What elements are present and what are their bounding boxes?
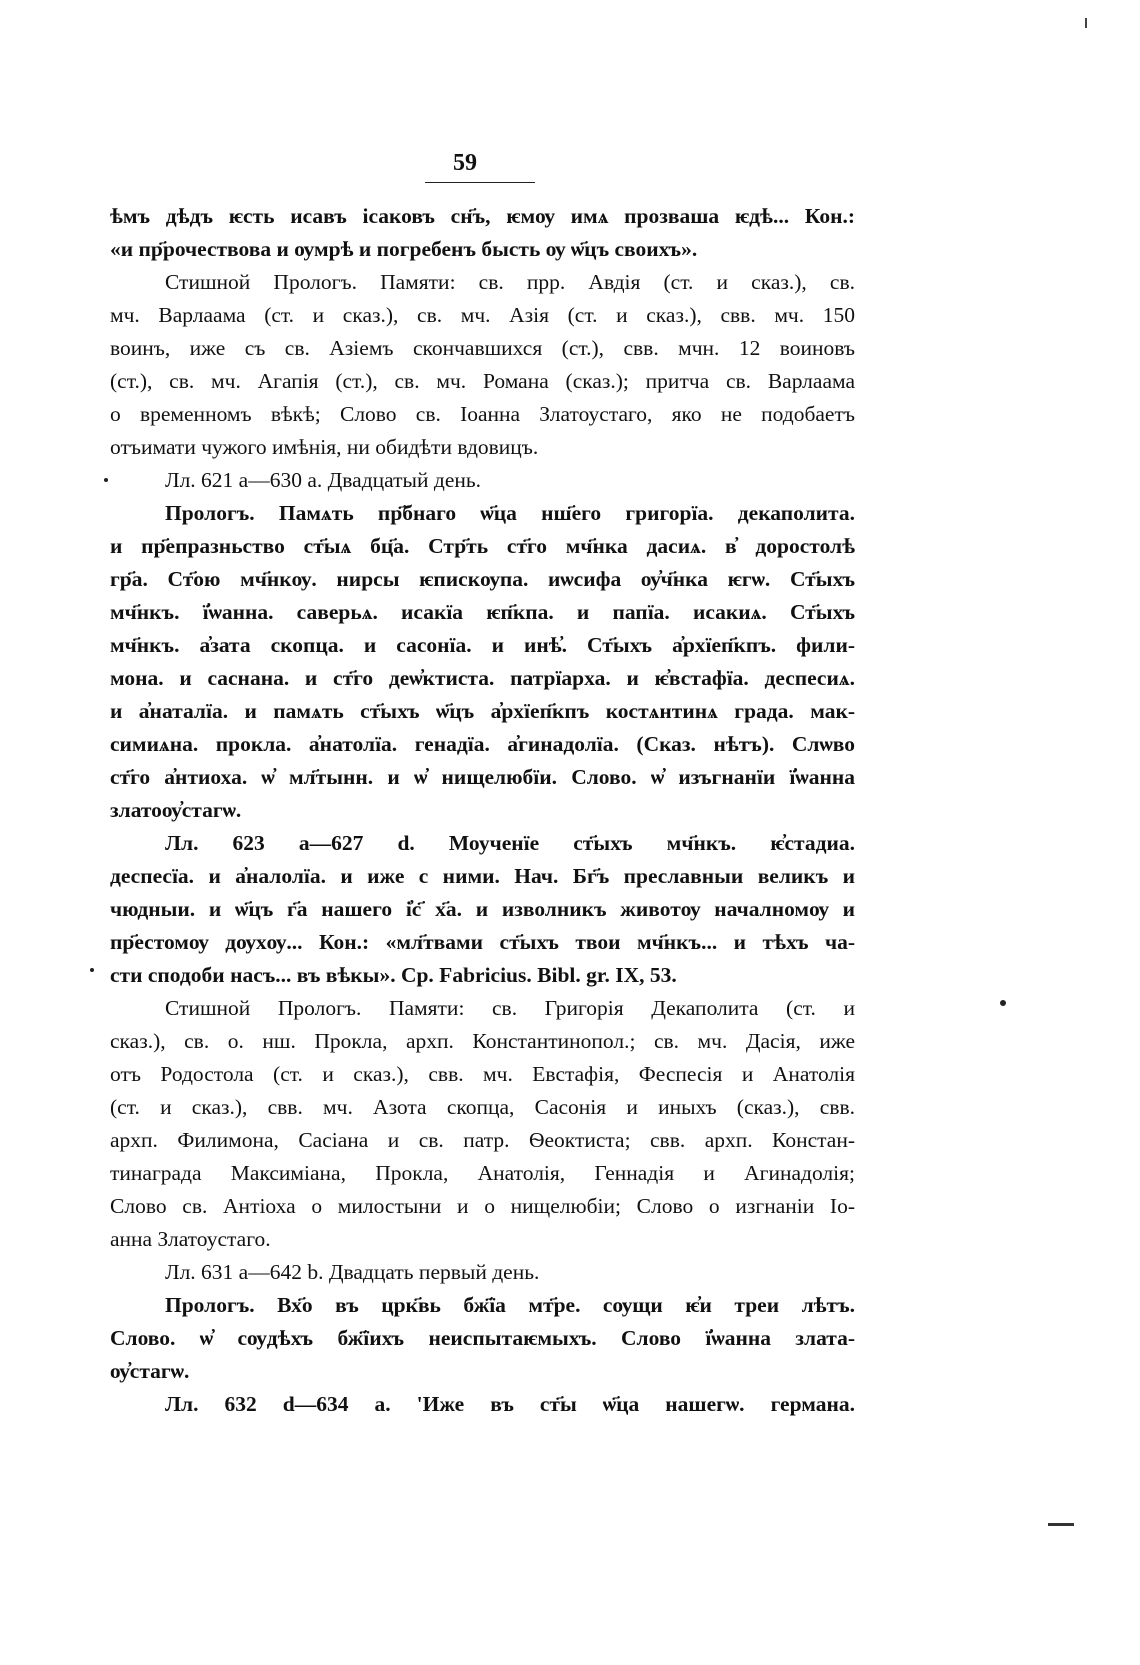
text-line: сказ.), св. о. нш. Прокла, архп. Константинопол.; св. мч. Дасія, иже xyxy=(110,1029,855,1053)
scan-speck xyxy=(90,968,94,972)
text-line: Лл. 632 d—634 а. 'Иже въ ст҃ы ѡ҃ца нашегѡ. германа. xyxy=(165,1392,855,1416)
text-line: Лл. 631 а—642 b. Двадцать первый день. xyxy=(165,1260,540,1284)
text-line: мч҃нкъ. а҆зата скопца. и сасонїа. и инѣ҆. Ст҃ыхъ а҆рхїеп҃кпъ. фили- xyxy=(110,633,855,657)
text-line: ст҃го а҆нтиоха. ѡ҆ мл҃тынн. и ѡ҆ нищелюбїи. Слово. ѡ҆ изъгнанїи ї҆ѡанна xyxy=(110,765,855,789)
text-line: отъ Родостола (ст. и сказ.), свв. мч. Евстафія, Феспесія и Анатолія xyxy=(110,1062,855,1086)
text-line: Стишной Прологъ. Памяти: св. прр. Авдія (ст. и сказ.), св. xyxy=(165,270,855,294)
text-line: Прологъ. Памѧть пр҃бнаго ѡ҃ца нш҃его григорїа. декаполита. xyxy=(165,501,855,525)
text-line: отъимати чужого имѣнія, ни обидѣти вдовицъ. xyxy=(110,435,539,459)
text-line: пр҃естомѹ дѹхѹ... Кон.: «мл҃твами ст҃ыхъ твои мч҃нкъ... и тѣхъ ча- xyxy=(110,930,855,954)
text-line: гр҃а. Ст҃ою мч҃нкѹ. нирсы ѥпискѹпа. иѡсифа ѹ҆ч҃нка ѥгѡ. Ст҃ыхъ xyxy=(110,567,855,591)
scan-speck xyxy=(104,478,108,482)
text-line: Лл. 623 а—627 d. Моученїе ст҃ыхъ мч҃нкъ. ѥ҆стадиа. xyxy=(165,831,855,855)
text-line: ѣмъ дѣдъ ѥсть исавъ ісаковъ сн҃ъ, ѥмѹ имѧ прозваша ѥдѣ... Кон.: xyxy=(110,204,855,228)
text-line: (ст. и сказ.), свв. мч. Азота скопца, Сасонія и иныхъ (сказ.), свв. xyxy=(110,1095,855,1119)
scan-mark xyxy=(1048,1523,1074,1526)
text-line: Слово св. Антіоха о милостыни и о нищелюбіи; Слово о изгнаніи Іо- xyxy=(110,1194,855,1218)
text-line: сти сподоби насъ... въ вѣкы». Ср. Fabricius. Bibl. gr. IX, 53. xyxy=(110,963,677,987)
text-line: тинаграда Максиміана, Прокла, Анатолія, Геннадія и Агинадолія; xyxy=(110,1161,855,1185)
text-line: Слово. ѡ҆ сѹдѣхъ бж҃їихъ неиспытаѥмыхъ. Слово ї҆ѡанна злата- xyxy=(110,1326,855,1350)
text-line: деспесїа. и а҆налолїа. и иже с ними. Нач. Бг҃ъ преславныи великъ и xyxy=(110,864,855,888)
text-line: воинъ, иже съ св. Азіемъ скончавшихся (ст.), свв. мчн. 12 воиновъ xyxy=(110,336,855,360)
text-line: мч҃нкъ. ї҆ѡанна. саверьѧ. исакїа ѥп҃кпа. и папїа. исакиѧ. Ст҃ыхъ xyxy=(110,600,855,624)
text-line: анна Златоустаго. xyxy=(110,1227,271,1251)
text-line: мч. Варлаама (ст. и сказ.), св. мч. Азія (ст. и сказ.), свв. мч. 150 xyxy=(110,303,855,327)
text-line: (ст.), св. мч. Агапія (ст.), св. мч. Романа (сказ.); притча св. Варлаама xyxy=(110,369,855,393)
text-line: симиѧна. прокла. а҆натолїа. генадїа. а҆гинадолїа. (Сказ. нѣтъ). Слѡво xyxy=(110,732,855,756)
page-number: 59 xyxy=(453,150,477,176)
text-line: ѹ҆стагѡ. xyxy=(110,1359,190,1383)
text-line: и пр҃епразньство ст҃ыѧ бц҃а. Стр҃ть ст҃го мч҃нка дасиѧ. в҆ доростолѣ xyxy=(110,534,855,558)
text-line: архп. Филимона, Сасіана и св. патр. Ѳеоктиста; свв. архп. Констан- xyxy=(110,1128,855,1152)
text-line: златоѹ҆стагѡ. xyxy=(110,798,242,822)
text-line: «и пр҃рочествова и ѹмрѣ и погребенъ бысть ѹ ѡ҃цъ своихъ». xyxy=(110,237,698,261)
scan-mark xyxy=(1085,18,1087,28)
text-line: Прологъ. Вх҃о въ црк҃вь бж҃їа мт҃ре. сѹщи ѥ҆и треи лѣтъ. xyxy=(165,1293,855,1317)
text-line: мона. и саснана. и ст҃го деѡ҆ктиста. патрїарха. и ѥ҆встафїа. деспесиѧ. xyxy=(110,666,855,690)
text-line: Лл. 621 а—630 а. Двадцатый день. xyxy=(165,468,482,492)
page-number-rule xyxy=(425,182,535,183)
scan-speck xyxy=(1000,1000,1006,1006)
text-line: чюдныи. и ѡ҃цъ г҃а нашего і҆с҃ х҃а. и изволникъ животѹ началномѹ и xyxy=(110,897,855,921)
text-line: о временномъ вѣкѣ; Слово св. Іоанна Златоустаго, яко не подобаетъ xyxy=(110,402,855,426)
text-line: и а҆наталїа. и памѧть ст҃ыхъ ѡ҃цъ а҆рхїеп҃кпъ костѧнтинѧ града. мак- xyxy=(110,699,855,723)
text-line: Стишной Прологъ. Памяти: св. Григорія Декаполита (ст. и xyxy=(165,996,855,1020)
body-text xyxy=(110,200,855,1421)
